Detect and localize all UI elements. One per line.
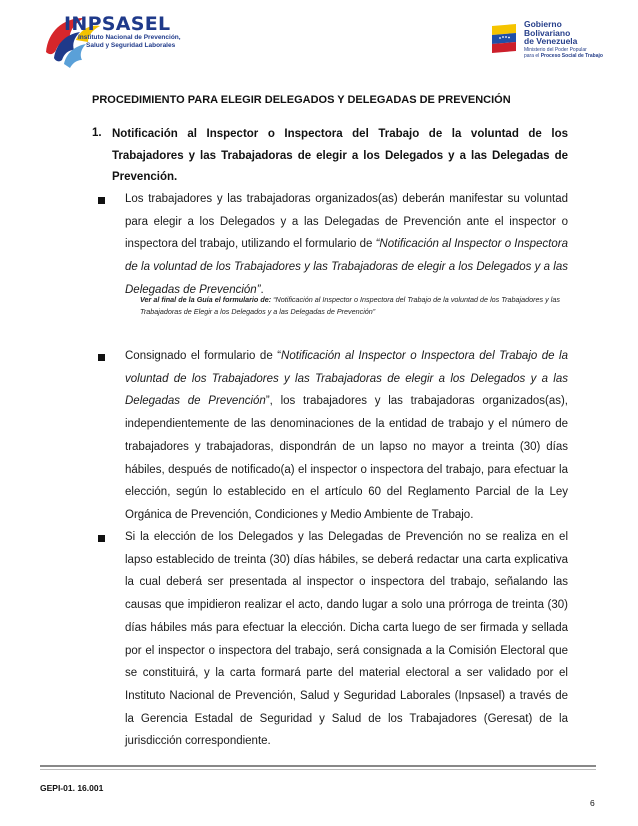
bullet2-text: Consignado el formulario de “ (125, 350, 282, 362)
inpsasel-brand-text: INPSASEL (64, 13, 171, 35)
ministerio-line1: Ministerio del Poder Popular (524, 47, 587, 53)
form-reference-note (140, 294, 560, 318)
ministerio-line2-bold: Proceso Social de Trabajo (540, 53, 603, 59)
bullet1-text-end: . (260, 283, 264, 296)
venezuela-flag-icon (490, 22, 520, 54)
bullet1-form-name: “Notificación al Inspector o Inspectora de la voluntad de los Trabajadores y las Trabajadoras de elegir a los Delegados y a las Delegadas de Prevención” (125, 238, 568, 296)
bullet2-form-name: Notificación al Inspector o Inspectora del Trabajo de la voluntad de los Trabajadores y las Trabajadoras de elegir a los Delegados y a las Delegadas de Prevención (125, 350, 568, 408)
footer-divider (40, 765, 596, 767)
inpsasel-subtitle (78, 34, 181, 50)
document-code: GEPI-01. 16.001 (40, 783, 104, 793)
note-bold-label: Ver al final de la Guía el formulario de: (140, 295, 272, 304)
bullet-paragraph-2 (125, 345, 568, 527)
inpsasel-subtitle-line2: Salud y Seguridad Laborales (86, 42, 176, 49)
gobierno-title (524, 20, 616, 46)
bullet-square-icon (98, 197, 105, 204)
gobierno-title-line2: Bolivariano (524, 27, 571, 38)
bullet1-text: Los trabajadores y las trabajadoras organizados(as) deberán manifestar su voluntad para elegir a los Delegados y a las Delegadas de Prevención ante el inspector o inspectora del trabajo, utilizando el formulario de (125, 193, 568, 251)
section-heading: Notificación al Inspector o Inspectora del Trabajo de la voluntad de los Trabajadores y las Trabajadoras de elegir a los Delegados y a las Delegadas de Prevención. (112, 128, 568, 183)
gobierno-title-line1: Gobierno (524, 19, 562, 29)
bullet2-text-end: ”, los trabajadores y las trabajadoras organizados(as), independientemente de las denominaciones de la entidad de trabajo y el número de trabajadores y trabajadoras, dispondrán de un lapso no mayor a treinta (30) días hábiles, después de notificado(a) el inspector o inspectora del trabajo, para efectuar la elección, según lo establecido en el artículo 60 del Reglamento Parcial de la Ley Orgánica de Prevención, Condiciones y Medio Ambiente de Trabajo. (125, 395, 568, 521)
ministerio-line2 (524, 53, 620, 59)
bullet-square-icon (98, 354, 105, 361)
note-text: “Notificación al Inspector o Inspectora del Trabajo de la voluntad de los Trabajadores y las Trabajadoras de Elegir a los Delegados y a las Delegadas de Prevención” (140, 295, 560, 316)
ministerio-line2-prefix: para el (524, 53, 541, 59)
bullet-paragraph-1 (125, 188, 568, 302)
bullet-paragraph-3: Si la elección de los Delegados y las Delegadas de Prevención no se realiza en el lapso establecido de treinta (30) días hábiles, se deberá redactar una carta explicativa la cual deberá ser presentada al inspector o inspectora del trabajo, señalando las causas que impidieron realizar el acto, dando lugar a solo una prórroga de treinta (30) días hábiles más para efectuar la elección. Dicha carta luego de ser firmada y sellada por el inspector o inspectora del trabajo, será consignada a la Comisión Electoral que se constituirá, y la carta formará parte del material electoral a ser validado por el Instituto Nacional de Prevención, Salud y Seguridad Laborales (Inpsasel) a través de la Gerencia Estadal de Seguridad y Salud de los Trabajadores (Geresat) de la jurisdicción correspondiente. (125, 531, 568, 748)
page-title: PROCEDIMIENTO PARA ELEGIR DELEGADOS Y DELEGADAS DE PREVENCIÓN (92, 94, 511, 106)
ministerio-subtitle (524, 47, 620, 59)
gobierno-title-line3: de Venezuela (524, 36, 578, 46)
bullet-square-icon (98, 535, 105, 542)
footer-divider-thin (40, 769, 596, 770)
section-number: 1. (92, 127, 102, 139)
inpsasel-subtitle-line1: Instituto Nacional de Prevención, (78, 34, 181, 41)
page-number: 6 (590, 798, 595, 808)
